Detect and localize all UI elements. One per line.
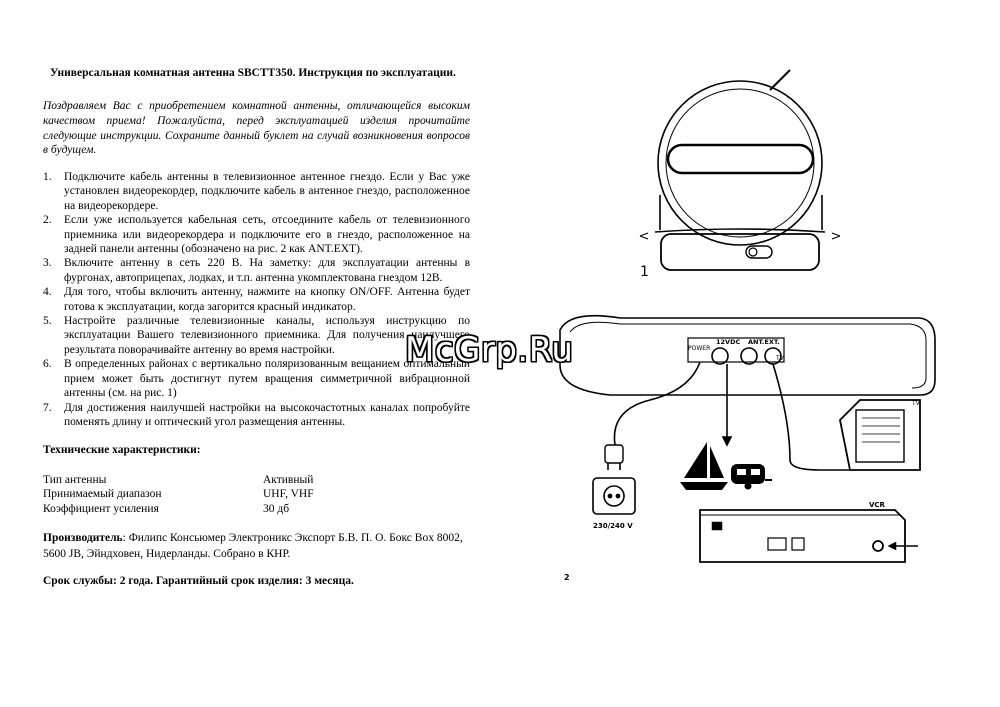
intro-paragraph: Поздравляем Вас с приобретением комнатной антенны, отличающейся высоким качеством приема! Пожалуйста, перед эксплуатацией изделия прочитайте следующие инструкции. Сохраните данный буклет на случай возникновения вопросов в будущем. [43,100,470,157]
vcr-label: VCR [869,501,885,509]
site-watermark: McGrp.Ru [405,330,574,370]
step-item: 2. Если уже используется кабельная сеть, отсоедините кабель от телевизионного приемника или видеорекордера и подключите его в гнездо, расположенное на задней панели антенны (обозначено на рис. 2 как ANT.EXT). [43,214,470,256]
figure-1-number: 1 [640,264,649,280]
antenna-front-view [640,70,840,270]
document-title: Универсальная комнатная антенна SBCTT350. Инструкция по эксплуатации. [50,67,456,79]
spec-row: Тип антенны Активный [43,474,314,486]
12vdc-label: 12VDC [716,338,741,346]
service-life: Срок службы: 2 года. Гарантийный срок изделия: 3 месяца. [43,575,354,587]
step-item: 4. Для того, чтобы включить антенну, нажмите на кнопку ON/OFF. Антенна будет готова к эксплуатации, когда загорится красный индикатор. [43,286,470,313]
boat-icon [680,442,728,490]
tv-corner-label: TV [912,400,920,407]
voltage-label: 230/240 V [593,522,633,530]
step-item: 5. Настройте различные телевизионные каналы, используя инструкцию по эксплуатации Вашего телевизионного приемника. Для получения наилучшего результата поворачивайте антенну во время настройки. [43,315,470,356]
power-label: POWER [688,345,711,352]
vcr-device [700,510,918,562]
caravan-icon [731,464,772,490]
figure-2-number: 2 [564,573,570,582]
spec-row: Принимаемый диапазон UHF, VHF [43,488,314,501]
spec-row: Коэффициент усиления 30 дб [43,502,290,515]
specs-heading: Технические характеристики: [43,444,201,456]
step-item: 6. В определенных районах с вертикально поляризованным вещанием оптимальный прием может быть достигнут путем вращения симметричной вибрационной антенны (см. на рис. 1) [43,358,470,400]
antext-label: ANT.EXT. [748,338,780,346]
tv-port-label: TV [776,355,784,362]
step-item: 7. Для достижения наилучшей настройки на высокочастотных каналах попробуйте поменять длину и оптический угол размещения антенны. [43,401,470,428]
step-item: 3. Включите антенну в сеть 220 В. На заметку: для эксплуатации антенны в фургонах, автоприцепах, лодках, и т.п. антенна укомплектована гнездом 12В. [43,257,470,284]
step-item: 1. Подключите кабель антенны в телевизионное антенное гнездо. Если у Вас уже установлен видеорекордер, подключите кабель в антенное гнездо, расположенное на видеорекордере. [43,171,470,212]
manufacturer-info: Производитель: Филипс Консьюмер Электроникс Экспорт Б.В. П. О. Бокс Box 8002, 5600 JB, Эйндховен, Нидерланды. Собрано в КНР. [43,532,463,560]
